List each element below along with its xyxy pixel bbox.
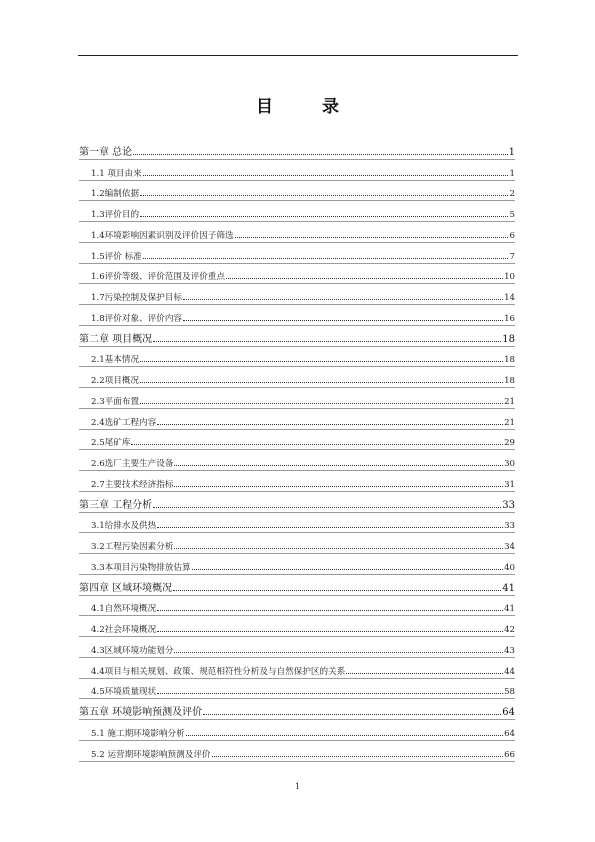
toc-entry-page: 31 xyxy=(504,479,515,490)
dot-leader xyxy=(133,154,507,155)
toc-entry-label: 2.2项目概况 xyxy=(91,376,140,386)
dot-leader xyxy=(174,652,503,653)
toc-entry-page: 33 xyxy=(504,521,515,532)
toc-entry-page: 5 xyxy=(509,210,515,220)
toc-entry-label: 1.2编制依据 xyxy=(91,189,140,200)
toc-entry-label: 4.3区域环境功能划分 xyxy=(91,645,174,656)
toc-entry-page: 41 xyxy=(504,604,515,615)
toc-entry-page: 66 xyxy=(504,749,515,760)
toc-section-entry[interactable] xyxy=(79,741,515,762)
toc-chapter-entry[interactable] xyxy=(79,699,515,720)
toc-section-entry[interactable] xyxy=(79,160,515,181)
toc-entry-page: 43 xyxy=(504,645,515,656)
toc-entry-label: 1.8评价对象、评价内容 xyxy=(91,313,183,324)
toc-entry-page: 34 xyxy=(504,542,515,552)
dot-leader xyxy=(235,237,508,238)
toc-entry-page: 1 xyxy=(508,146,515,158)
dot-leader xyxy=(157,527,503,528)
toc-entry-page: 41 xyxy=(502,582,515,594)
toc-section-entry[interactable] xyxy=(79,596,515,617)
toc-entry-page: 18 xyxy=(504,355,515,366)
toc-section-entry[interactable] xyxy=(79,409,515,430)
toc-entry-label: 第二章 项目概况 xyxy=(79,333,153,345)
toc-entry-label: 2.1基本情况 xyxy=(91,355,140,366)
toc-entry-label: 4.2社会环境概况 xyxy=(91,625,157,635)
toc-entry-label: 第四章 区域环境概况 xyxy=(79,582,173,594)
toc-section-entry[interactable] xyxy=(79,471,515,492)
toc-entry-page: 29 xyxy=(504,438,515,449)
toc-entry-page: 42 xyxy=(504,625,515,635)
toc-entry-page: 33 xyxy=(502,499,515,511)
toc-entry-page: 30 xyxy=(504,459,515,469)
toc-entry-label: 1.1 项目由来 xyxy=(91,168,142,179)
toc-entry-page: 16 xyxy=(504,313,515,324)
toc-entry-label: 5.1 施工期环境影响分析 xyxy=(91,728,185,739)
toc-entry-page: 58 xyxy=(504,687,515,698)
dot-leader xyxy=(157,610,503,611)
toc-entry-page: 6 xyxy=(509,230,515,241)
toc-entry-label: 5.2 运营期环境影响预测及评价 xyxy=(91,749,211,760)
toc-entry-page: 18 xyxy=(504,376,515,386)
toc-entry-label: 第五章 环境影响预测及评价 xyxy=(79,707,203,718)
toc-section-entry[interactable] xyxy=(79,201,515,222)
dot-leader xyxy=(183,299,503,300)
toc-entry-label: 1.5评价 标准 xyxy=(91,251,142,262)
toc-entry-page: 64 xyxy=(504,728,515,739)
toc-section-entry[interactable] xyxy=(79,243,515,264)
toc-section-entry[interactable] xyxy=(79,720,515,741)
toc-entry-page: 10 xyxy=(504,272,515,283)
toc-section-entry[interactable] xyxy=(79,222,515,243)
toc-entry-page: 44 xyxy=(504,666,515,677)
dot-leader xyxy=(174,548,503,549)
toc-entry-label: 1.6评价等级、评价范围及评价重点 xyxy=(91,272,225,283)
toc-entry-label: 4.5环境质量现状 xyxy=(91,687,157,698)
toc-entry-label: 2.4选矿工程内容 xyxy=(91,417,157,428)
toc-section-entry[interactable] xyxy=(79,430,515,451)
toc-entry-label: 3.1给排水及供热 xyxy=(91,521,157,532)
toc-chapter-entry[interactable] xyxy=(79,139,515,160)
dot-leader xyxy=(140,361,503,362)
header-rule xyxy=(78,55,518,56)
toc-section-entry[interactable] xyxy=(79,347,515,368)
dot-leader xyxy=(153,341,501,342)
page-number: 1 xyxy=(294,782,301,791)
dot-leader xyxy=(140,382,503,383)
page-title: 目 录 xyxy=(256,97,355,117)
toc-section-entry[interactable] xyxy=(79,679,515,700)
toc-section-entry[interactable] xyxy=(79,450,515,471)
dot-leader xyxy=(174,486,503,487)
dot-leader xyxy=(143,258,508,259)
toc-entry-page: 64 xyxy=(502,707,515,718)
dot-leader xyxy=(192,569,503,570)
toc-entry-label: 1.7污染控制及保护目标 xyxy=(91,293,183,303)
toc-section-entry[interactable] xyxy=(79,388,515,409)
toc-chapter-entry[interactable] xyxy=(79,575,515,596)
dot-leader xyxy=(212,756,504,757)
dot-leader xyxy=(157,693,503,694)
dot-leader xyxy=(173,590,501,591)
toc-entry-page: 40 xyxy=(504,562,515,573)
dot-leader xyxy=(140,403,503,404)
table-of-contents xyxy=(79,139,515,762)
toc-entry-label: 3.3本项目污染物排放估算 xyxy=(91,562,191,573)
dot-leader xyxy=(174,465,503,466)
dot-leader xyxy=(186,735,503,736)
dot-leader xyxy=(140,195,508,196)
toc-entry-label: 第一章 总论 xyxy=(79,146,133,158)
toc-section-entry[interactable] xyxy=(79,658,515,679)
toc-section-entry[interactable] xyxy=(79,264,515,285)
toc-section-entry[interactable] xyxy=(79,284,515,305)
toc-section-entry[interactable] xyxy=(79,367,515,388)
dot-leader xyxy=(157,631,503,632)
dot-leader xyxy=(183,320,503,321)
toc-section-entry[interactable] xyxy=(79,637,515,658)
dot-leader xyxy=(131,444,503,445)
dot-leader xyxy=(157,424,503,425)
toc-entry-label: 1.4环境影响因素识别及评价因子筛选 xyxy=(91,230,234,241)
dot-leader xyxy=(346,673,503,674)
dot-leader xyxy=(153,507,501,508)
toc-entry-label: 1.3评价目的 xyxy=(91,210,140,220)
toc-entry-page: 1 xyxy=(509,168,515,179)
toc-entry-page: 14 xyxy=(504,293,515,303)
toc-entry-label: 第三章 工程分析 xyxy=(79,499,153,511)
dot-leader xyxy=(203,714,501,715)
toc-section-entry[interactable] xyxy=(79,554,515,575)
toc-entry-label: 3.2工程污染因素分析 xyxy=(91,542,174,552)
toc-entry-label: 2.5尾矿库 xyxy=(91,438,131,449)
toc-entry-label: 2.7主要技术经济指标 xyxy=(91,479,174,490)
dot-leader xyxy=(226,278,503,279)
toc-chapter-entry[interactable] xyxy=(79,492,515,513)
toc-entry-page: 18 xyxy=(502,333,515,345)
toc-section-entry[interactable] xyxy=(79,616,515,637)
toc-entry-label: 4.1自然环境概况 xyxy=(91,604,157,615)
toc-section-entry[interactable] xyxy=(79,513,515,534)
dot-leader xyxy=(140,216,508,217)
toc-section-entry[interactable] xyxy=(79,305,515,326)
toc-chapter-entry[interactable] xyxy=(79,326,515,347)
toc-section-entry[interactable] xyxy=(79,533,515,554)
toc-entry-page: 2 xyxy=(509,189,515,200)
toc-entry-label: 2.6选厂主要生产设备 xyxy=(91,459,174,469)
dot-leader xyxy=(143,175,508,176)
toc-entry-label: 2.3平面布置 xyxy=(91,396,140,407)
toc-entry-page: 21 xyxy=(504,396,515,407)
toc-entry-label: 4.4项目与相关规划、政策、规范相符性分析及与自然保护区的关系 xyxy=(91,666,346,677)
toc-section-entry[interactable] xyxy=(79,181,515,202)
toc-entry-page: 7 xyxy=(509,251,515,262)
toc-entry-page: 21 xyxy=(504,417,515,428)
